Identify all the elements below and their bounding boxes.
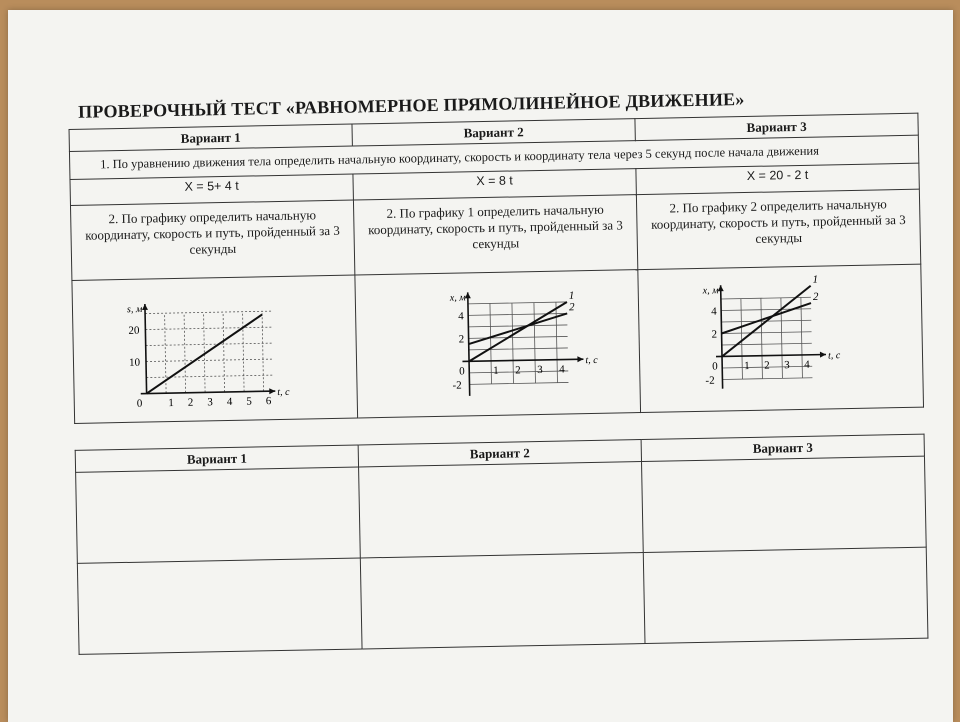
variant-2-header: Вариант 2: [352, 119, 635, 146]
grid-line-horizontal: [468, 325, 567, 327]
answer-cell-1-1[interactable]: [76, 467, 361, 563]
series-line-1: [468, 302, 568, 361]
answer-cell-1-3[interactable]: [642, 456, 927, 552]
answer-variant-2-header: Вариант 2: [358, 440, 641, 467]
x-axis-arrow: [577, 356, 583, 362]
equation-1: X = 5+ 4 t: [70, 174, 353, 205]
answer-cell-2-2[interactable]: [360, 553, 645, 649]
grid-line-vertical: [204, 312, 206, 392]
x-tick-label: 0: [712, 360, 718, 373]
y-tick-label: 2: [711, 328, 718, 341]
y-axis: [721, 285, 723, 388]
x-axis-arrow: [820, 351, 826, 357]
equation-3: X = 20 - 2 t: [636, 163, 919, 194]
x-axis-label: t, c: [585, 354, 598, 367]
equation-2: X = 8 t: [353, 169, 636, 200]
y-tick-label: 10: [128, 356, 141, 369]
series-label: 1: [568, 289, 575, 302]
grid-line-horizontal: [468, 313, 567, 315]
grid-line-vertical: [534, 303, 536, 383]
grid-line-vertical: [262, 311, 264, 391]
grid-line-vertical: [512, 303, 514, 383]
y-tick-label: -2: [452, 379, 462, 392]
task-2-variant-1: 2. По графику определить начальную координату, скорость и путь, пройденный за 3 секунды: [70, 200, 354, 280]
y-tick-label: -2: [705, 374, 715, 387]
y-axis: [145, 304, 147, 394]
series-line-1: [721, 286, 812, 357]
grid-line-horizontal: [145, 311, 272, 313]
task-2-variant-3: 2. По графику 2 определить начальную координату, скорость и путь, пройденный за 3 секунды: [636, 189, 920, 269]
grid-line-horizontal: [721, 309, 811, 311]
x-tick-label: 3: [207, 396, 213, 409]
grid-line-horizontal: [146, 375, 273, 377]
graph-cell-3: [638, 264, 924, 412]
y-axis-label: x, м: [702, 285, 719, 297]
x-tick-label: 4: [804, 358, 810, 371]
x-tick-label: 1: [493, 364, 499, 377]
y-axis-label: s, м: [126, 304, 143, 316]
grid-line-vertical: [243, 312, 245, 392]
x-tick-label: 2: [515, 364, 521, 377]
x-tick-label: 3: [537, 363, 543, 377]
x-tick-label: 4: [226, 395, 233, 409]
grid-line-vertical: [801, 297, 803, 377]
graph-cell-1: [72, 275, 358, 423]
grid-line-vertical: [556, 302, 558, 382]
grid-line-horizontal: [146, 343, 273, 345]
answer-variant-1-header: Вариант 1: [75, 445, 358, 472]
answer-cell-1-2[interactable]: [359, 462, 644, 558]
y-axis-arrow: [142, 304, 148, 310]
grid-line-horizontal: [722, 378, 812, 380]
x-tick-label: 6: [265, 395, 272, 408]
x-tick-label: 4: [559, 363, 565, 376]
grid-line-vertical: [490, 303, 492, 383]
x-axis-label: t, c: [277, 386, 290, 399]
variant-1-header: Вариант 1: [69, 124, 352, 151]
grid-line-horizontal: [722, 332, 812, 334]
x-axis-label: t, c: [827, 350, 841, 362]
y-tick-label: 20: [128, 324, 140, 337]
chart-2: [445, 271, 618, 409]
grid-line-horizontal: [469, 348, 568, 350]
worksheet: [68, 86, 928, 655]
grid-line-horizontal: [469, 336, 568, 338]
x-tick-label: 2: [764, 359, 770, 372]
x-axis: [462, 359, 583, 361]
chart-1: [122, 278, 325, 417]
series-label: 2: [812, 290, 819, 303]
task-table: [69, 113, 925, 424]
graph-cell-2: [355, 270, 641, 418]
x-axis-arrow: [269, 388, 275, 394]
grid-line-vertical: [184, 313, 186, 393]
series-line-2: [468, 313, 568, 344]
page-title: ПРОВЕРОЧНЫЙ ТЕСТ «РАВНОМЕРНОЕ ПРЯМОЛИНЕЙНОЕ ДВИЖЕНИЕ»: [77, 89, 745, 122]
y-tick-label: 2: [458, 333, 465, 346]
grid-line-vertical: [741, 299, 743, 379]
answer-cell-2-3[interactable]: [643, 547, 928, 643]
y-tick-label: 4: [711, 305, 717, 318]
x-tick-label: 1: [744, 359, 750, 373]
answer-table: [75, 434, 929, 655]
variant-3-header: Вариант 3: [635, 113, 918, 140]
answer-cell-2-1[interactable]: [77, 558, 362, 654]
x-axis: [716, 354, 826, 356]
x-tick-label: 5: [246, 395, 252, 408]
grid-line-horizontal: [468, 302, 567, 304]
x-tick-label: 0: [136, 397, 143, 410]
series-label: 1: [812, 273, 819, 286]
task-1-text: 1. По уравнению движения тела определить начальную координату, скорость и координату тела через 5 секунд после начала движения: [69, 135, 918, 179]
series-line-2: [721, 303, 812, 333]
grid-line-horizontal: [469, 382, 568, 384]
answer-variant-3-header: Вариант 3: [641, 434, 924, 461]
grid-line-horizontal: [146, 359, 273, 361]
x-axis: [141, 391, 276, 394]
y-axis-label: x, м: [449, 292, 466, 304]
task-2-variant-2: 2. По графику 1 определить начальную координату, скорость и путь, пройденный за 3 секунды: [353, 195, 637, 275]
x-tick-label: 0: [459, 365, 465, 378]
grid-line-vertical: [761, 298, 763, 378]
series-line-0: [145, 315, 263, 394]
x-tick-label: 3: [784, 359, 790, 372]
grid-line-vertical: [223, 312, 225, 392]
series-label: 2: [568, 301, 575, 314]
x-tick-label: 1: [168, 397, 174, 410]
grid-line-horizontal: [145, 327, 272, 329]
chart-3: [698, 264, 871, 402]
paper-sheet: [8, 10, 953, 722]
x-tick-label: 2: [187, 396, 194, 409]
y-tick-label: 4: [458, 310, 464, 323]
